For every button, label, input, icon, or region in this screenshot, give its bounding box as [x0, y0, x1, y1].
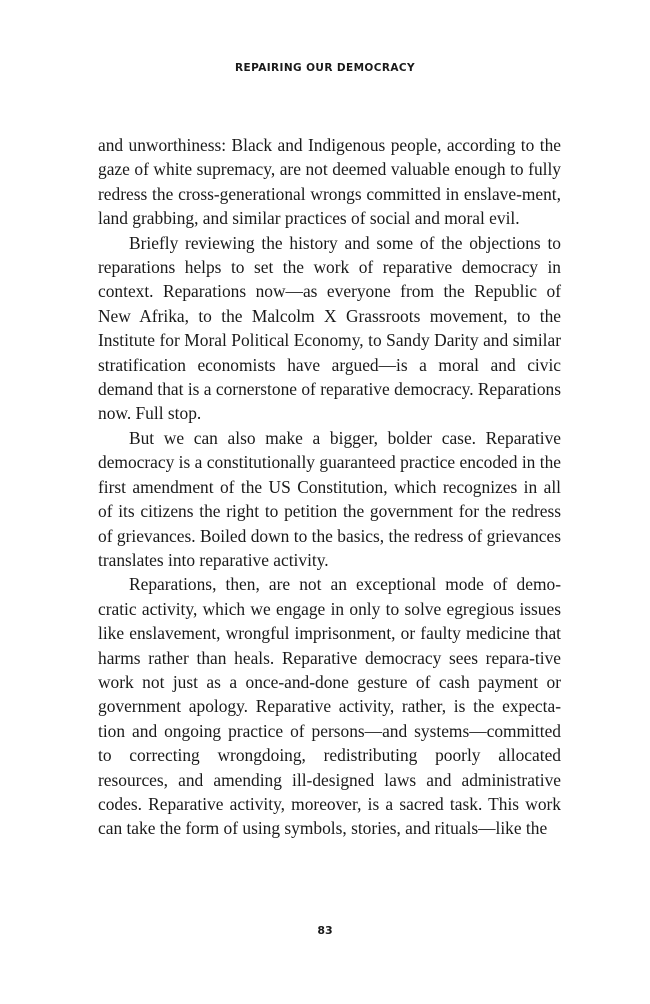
paragraph-bolder-case: But we can also make a bigger, bolder case. Reparative democracy is a constitutionally guaranteed practice encoded in the first amendment of the US Constitution, which recognizes in all of its citizens the right to petition the government for the redress of grievances. Boiled down to the basics, the redress of grievances translates into reparative activity. — [98, 427, 561, 570]
running-head: REPAIRING OUR DEMOCRACY — [235, 62, 415, 74]
page-number: 83 — [317, 924, 333, 937]
body-text — [98, 133, 561, 841]
paragraph-reparative-activity: Reparations, then, are not an exceptional mode of demo-cratic activity, which we engage in only to solve egregious issues like enslavement, wrongful imprisonment, or faulty medicine that harms rather than heals. Reparative democracy sees repara-tive work not just as a once-and-done gesture of cash payment or government apology. Reparative activity, rather, is the expecta-tion and ongoing practice of persons—and systems—committed to correcting wrongdoing, redistributing poorly allocated resources, and amending ill-designed laws and administrative codes. Reparative activity, moreover, is a sacred task. This work can take the form of using symbols, stories, and rituals—like the — [98, 574, 561, 839]
paragraph-continuation: and unworthiness: Black and Indigenous people, according to the gaze of white supremacy, are not deemed valuable enough to fully redress the cross-generational wrongs committed in enslave-ment, land grabbing, and similar practices of social and moral evil. — [98, 135, 561, 229]
paragraph-reparations-history: Briefly reviewing the history and some of the objections to reparations helps to set the work of reparative democracy in context. Reparations now—as everyone from the Republic of New Afrika, to the Malcolm X Grassroots movement, to the Institute for Moral Political Economy, to Sandy Darity and similar stratification economists have argued—is a moral and civic demand that is a cornerstone of reparative democracy. Reparations now. Full stop. — [98, 232, 561, 424]
